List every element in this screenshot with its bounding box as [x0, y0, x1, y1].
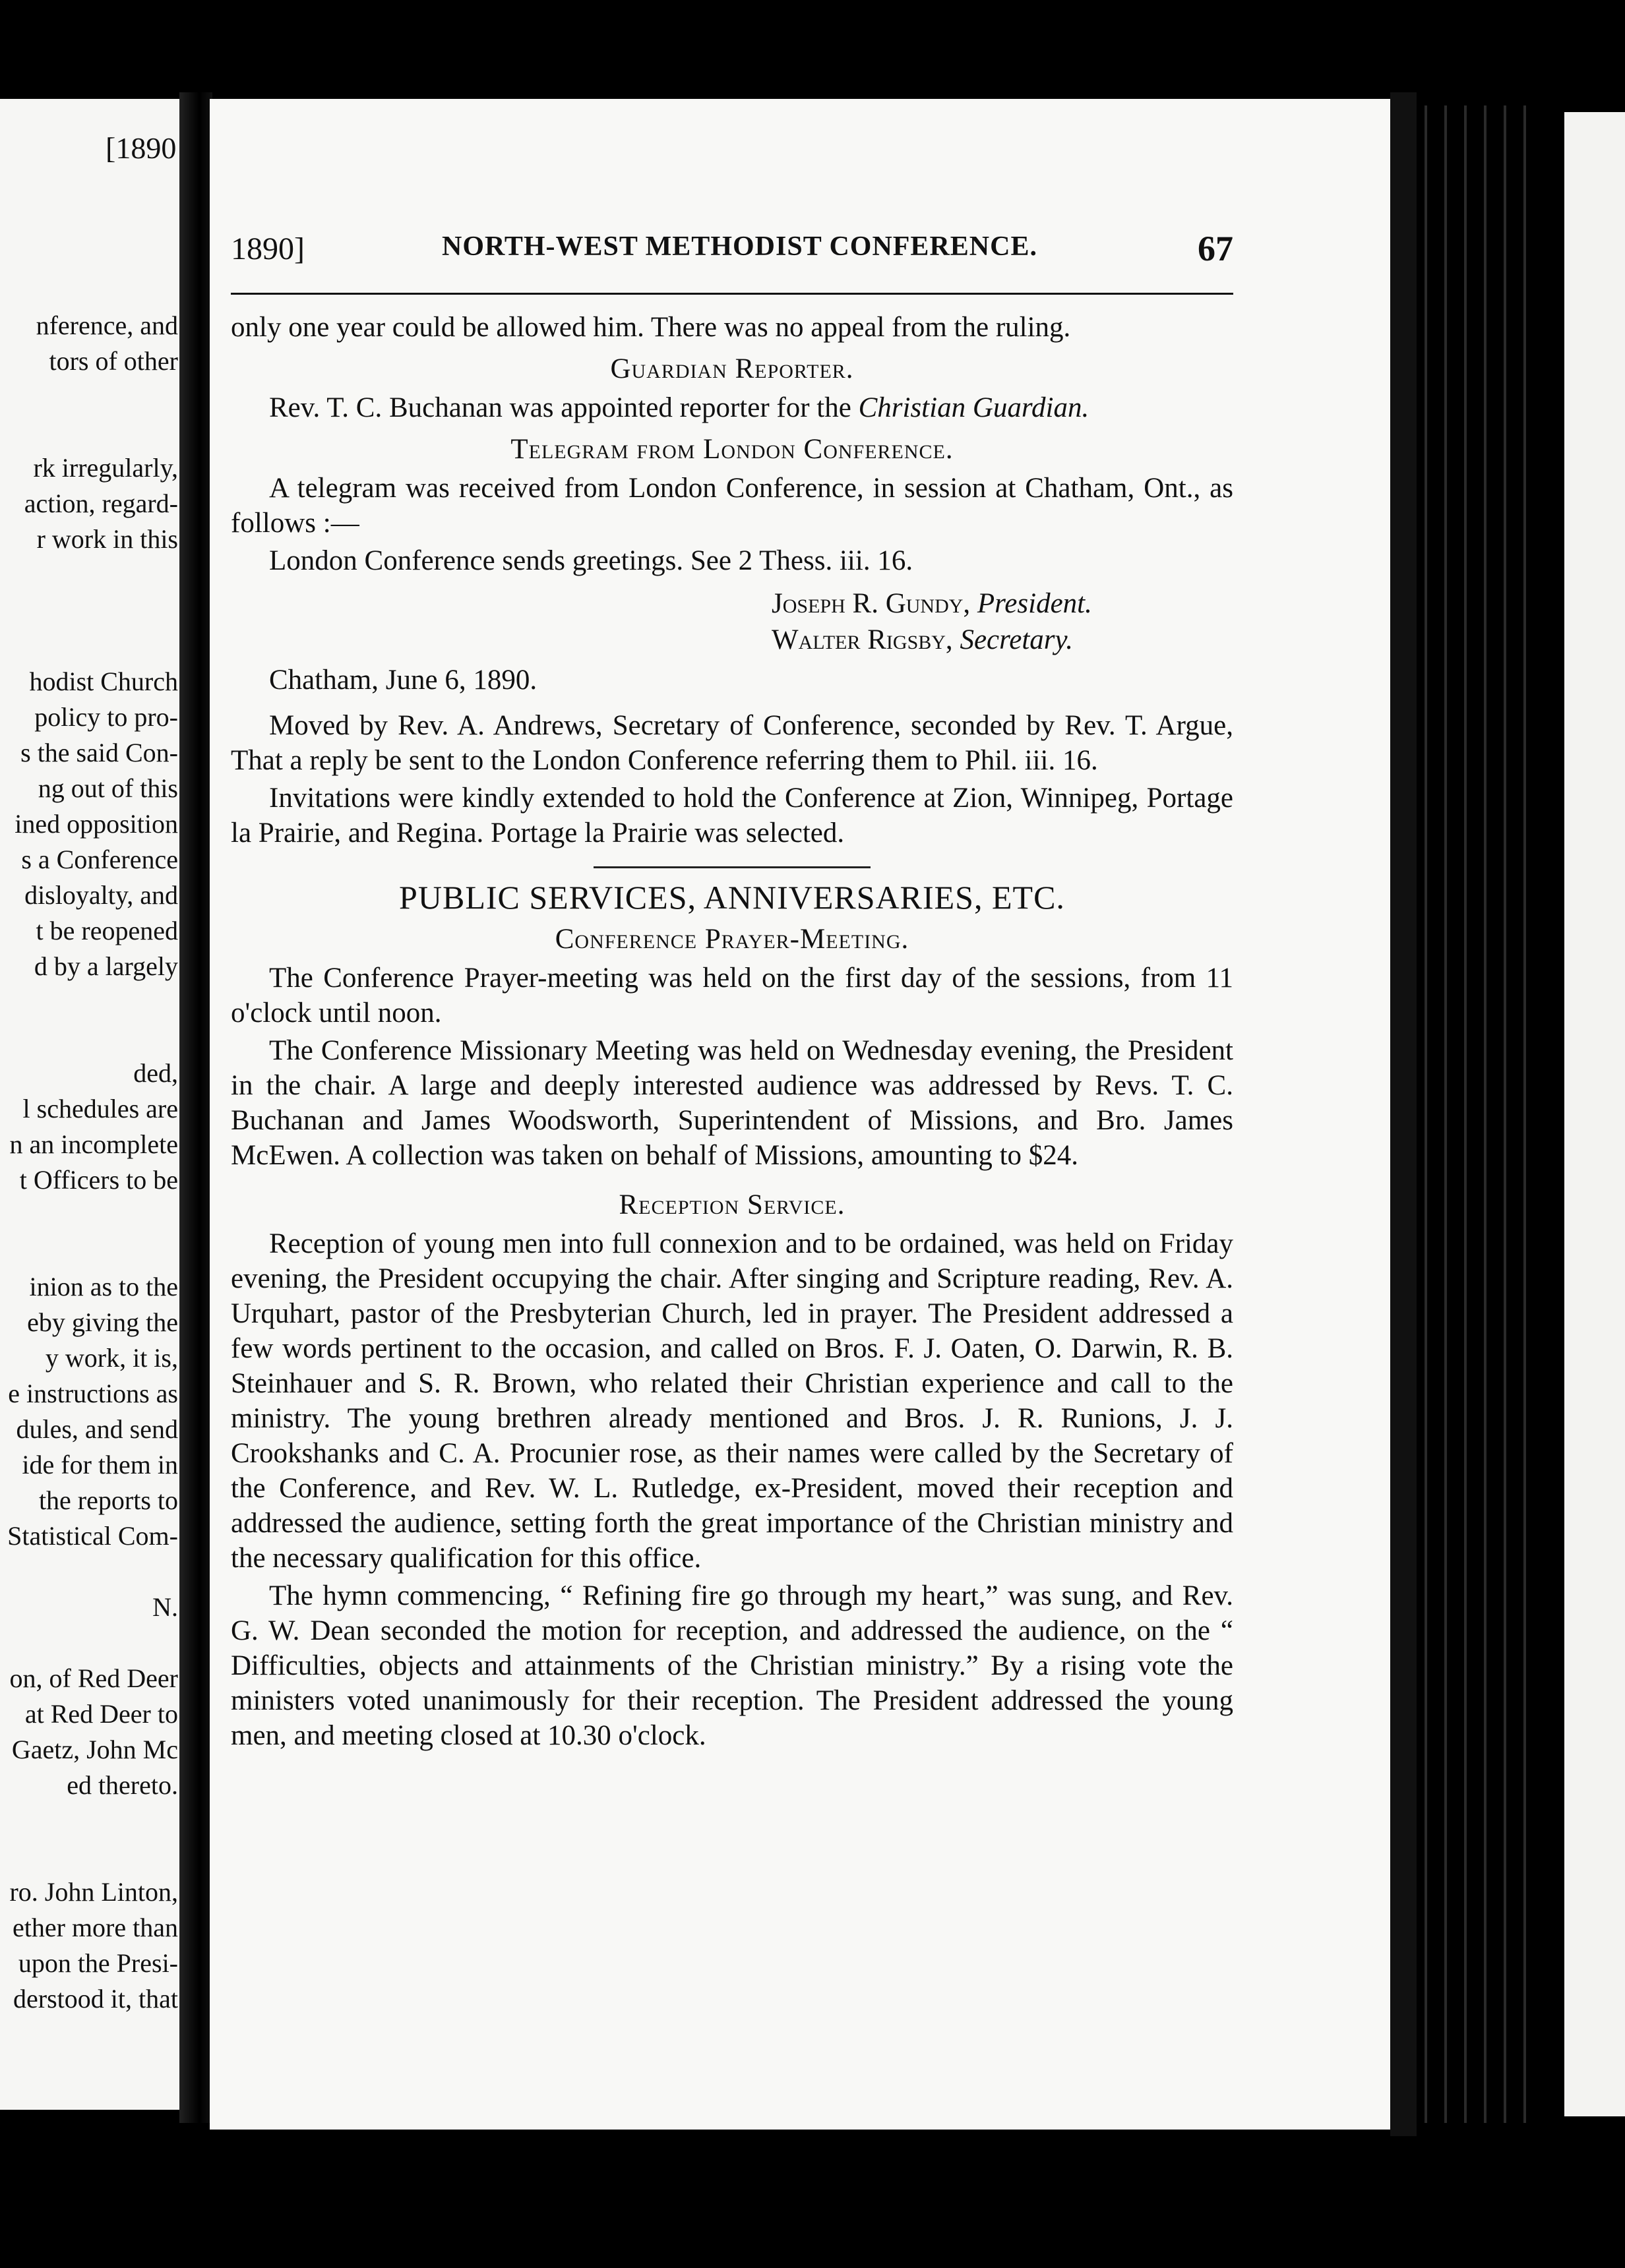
- previous-page-line: ined opposition: [15, 809, 178, 839]
- previous-page-line: ide for them in: [22, 1450, 178, 1479]
- previous-page-line: policy to pro-: [34, 702, 178, 732]
- previous-page-line: disloyalty, and: [24, 880, 178, 910]
- previous-page-line: dules, and send: [16, 1414, 178, 1444]
- previous-page-line: tors of other: [49, 346, 178, 376]
- paragraph: only one year could be allowed him. There was no appeal from the ruling.: [231, 312, 1071, 343]
- next-page-sliver: [1564, 112, 1625, 2116]
- previous-page-line: t be reopened: [36, 916, 178, 945]
- previous-page-line: ded,: [133, 1058, 178, 1088]
- previous-page-line: s the said Con-: [20, 738, 178, 767]
- italic-text: Christian Guardian.: [858, 392, 1089, 423]
- previous-page-line: ether more than: [13, 1913, 178, 1942]
- signature-name: Joseph R. Gundy,: [772, 588, 977, 619]
- paragraph: Reception of young men into full connexion and to be ordained, was held on Friday evening, the President occupying the chair. After singing and Scripture reading, Rev. A. Urquhart, pastor of the Presbyterian Church, led in prayer. The President addressed a few words pertinent to the occasion, and called on Bros. F. J. Oaten, O. Darwin, R. B. Steinhauer and S. R. Brown, who related their Christian experience and call to the ministry. The young brethren already mentioned and Bros. J. R. Runions, J. J. Crookshanks and C. A. Procunier rose, as their names were called by the Secretary of the Conference, and Rev. W. L. Rutledge, ex-President, moved their reception and addressed the audience, setting forth the great importance of the Christian ministry and the necessary qualification for this office.: [231, 1228, 1233, 1574]
- signature-president: [231, 586, 1233, 621]
- previous-page-line: l schedules are: [22, 1094, 178, 1123]
- paragraph: Invitations were kindly extended to hold the Conference at Zion, Winnipeg, Portage la Prairie, and Regina. Portage la Prairie was selected.: [231, 783, 1233, 849]
- previous-page-header: [1890: [106, 131, 177, 165]
- paragraph: A telegram was received from London Conference, in session at Chatham, Ont., as follows :—: [231, 473, 1233, 539]
- previous-page-line: Gaetz, John Mc: [11, 1735, 178, 1764]
- page-edge-shadow: [1390, 92, 1417, 2136]
- book-gutter: [179, 92, 212, 2123]
- previous-page-line: n an incomplete: [9, 1129, 178, 1159]
- previous-page-line: on, of Red Deer: [9, 1663, 178, 1693]
- section-heading-prayer-meeting: Conference Prayer-Meeting.: [555, 924, 909, 955]
- section-heading-public-services: PUBLIC SERVICES, ANNIVERSARIES, ETC.: [399, 879, 1065, 916]
- signature-title: Secretary.: [960, 624, 1073, 655]
- paragraph: London Conference sends greetings. See 2 Thess. iii. 16.: [269, 545, 913, 576]
- paragraph: Moved by Rev. A. Andrews, Secretary of Conference, seconded by Rev. T. Argue, That a reply be sent to the London Conference referring them to Phil. iii. 16.: [231, 710, 1233, 776]
- page-stack-edges: [1417, 105, 1535, 2123]
- previous-page-line: upon the Presi-: [18, 1948, 178, 1978]
- previous-page-line: ng out of this: [38, 773, 178, 803]
- previous-page-line: hodist Church: [29, 667, 178, 696]
- previous-page-line: Statistical Com-: [7, 1521, 178, 1551]
- previous-page-fragment: [0, 99, 181, 2110]
- section-heading-reception-service: Reception Service.: [619, 1189, 845, 1220]
- header-title: NORTH-WEST METHODIST CONFERENCE.: [442, 231, 1037, 262]
- previous-page-line: d by a largely: [34, 951, 178, 981]
- signature-name: Walter Rigsby,: [772, 624, 960, 655]
- section-divider: [594, 866, 871, 868]
- signature-title: President.: [977, 588, 1092, 619]
- page-body: [231, 310, 1233, 1756]
- paragraph: The hymn commencing, “ Refining fire go through my heart,” was sung, and Rev. G. W. Dean seconded the motion for reception, and addressed the audience, on the “ Difficulties, objects and attainments of the Christian ministry.” By a rising vote the ministers voted unanimously for their reception. The President addressed the young men, and meeting closed at 10.30 o'clock.: [231, 1580, 1233, 1751]
- previous-page-line: s a Conference: [21, 845, 178, 874]
- previous-page-line: N.: [152, 1592, 178, 1622]
- previous-page-line: nference, and: [36, 311, 178, 340]
- signature-secretary: [231, 622, 1233, 657]
- paragraph-text: Rev. T. C. Buchanan was appointed reporter for the: [269, 392, 859, 423]
- paragraph: [231, 390, 1233, 425]
- previous-page-line: at Red Deer to: [24, 1699, 178, 1729]
- previous-page-line: inion as to the: [29, 1272, 178, 1301]
- section-heading-guardian-reporter: Guardian Reporter.: [610, 353, 854, 384]
- previous-page-line: ro. John Linton,: [9, 1877, 178, 1907]
- previous-page-line: action, regard-: [24, 489, 178, 518]
- previous-page-line: rk irregularly,: [33, 453, 178, 483]
- previous-page-line: derstood it, that: [13, 1984, 178, 2014]
- previous-page-line: the reports to: [38, 1485, 178, 1515]
- previous-page-line: e instructions as: [8, 1379, 178, 1408]
- previous-page-line: t Officers to be: [19, 1165, 178, 1195]
- date-line: Chatham, June 6, 1890.: [269, 665, 537, 696]
- previous-page-line: eby giving the: [27, 1307, 178, 1337]
- header-rule: [231, 293, 1233, 295]
- previous-page-line: r work in this: [36, 524, 178, 554]
- running-header: [231, 231, 1233, 277]
- paragraph: The Conference Prayer-meeting was held on the first day of the sessions, from 11 o'clock until noon.: [231, 963, 1233, 1029]
- section-heading-telegram: Telegram from London Conference.: [510, 434, 954, 465]
- previous-page-line: ed thereto.: [67, 1770, 178, 1800]
- paragraph: The Conference Missionary Meeting was held on Wednesday evening, the President in the chair. A large and deeply interested audience was addressed by Revs. T. C. Buchanan and James Woodsworth, Superintendent of Missions, and Bro. James McEwen. A collection was taken on behalf of Missions, amounting to $24.: [231, 1035, 1233, 1171]
- header-year: 1890]: [231, 231, 305, 266]
- page-number: 67: [1198, 229, 1233, 268]
- previous-page-line: y work, it is,: [45, 1343, 178, 1373]
